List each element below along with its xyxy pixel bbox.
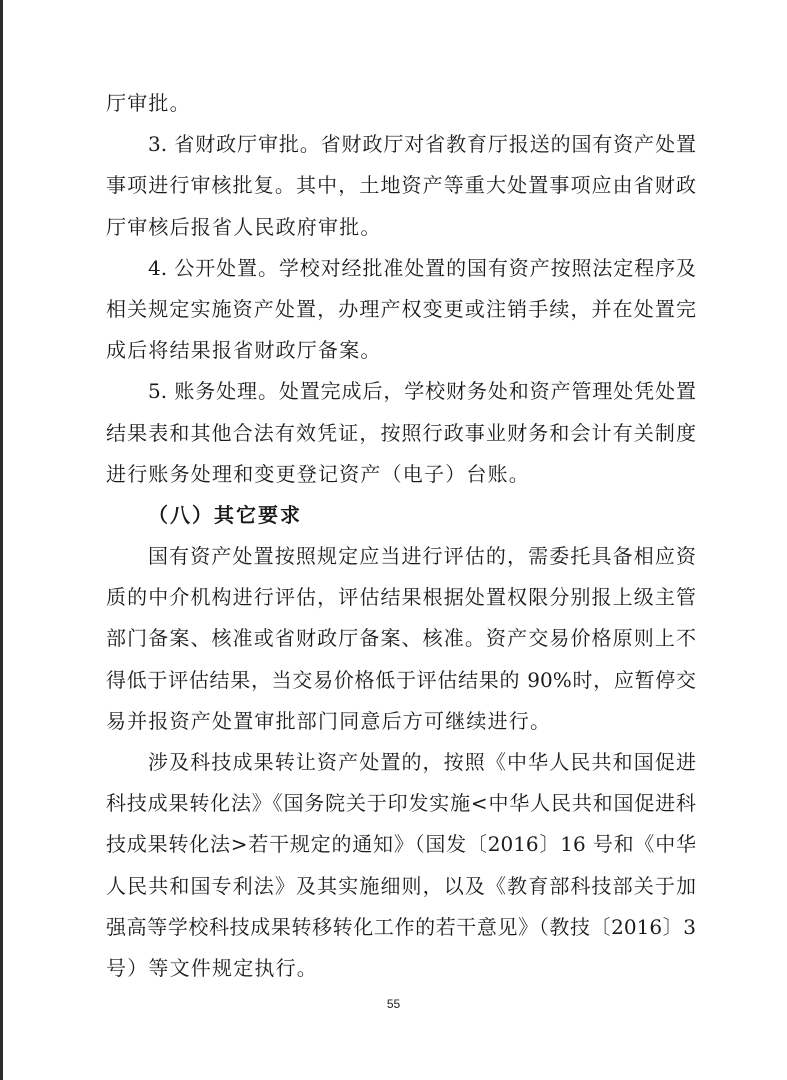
- left-page-border: [0, 0, 3, 1080]
- paragraph-line: 事项进行审核批复。其中，土地资产等重大处置事项应由省财政: [106, 173, 696, 198]
- paragraph-line: 成后将结果报省财政厅备案。: [106, 338, 382, 363]
- paragraph-line: 科技成果转化法》《国务院关于印发实施<中华人民共和国促进科: [106, 791, 696, 816]
- paragraph-line: 质的中介机构进行评估，评估结果根据处置权限分别报上级主管: [106, 585, 696, 610]
- paragraph-line: 厅审批。: [106, 91, 191, 115]
- page-number: 55: [386, 997, 401, 1011]
- paragraph-line: 相关规定实施资产处置，办理产权变更或注销手续，并在处置完: [106, 296, 696, 321]
- paragraph-line: 易并报资产处置审批部门同意后方可继续进行。: [106, 708, 552, 733]
- paragraph-line: 涉及科技成果转让资产处置的，按照《中华人民共和国促进: [148, 750, 696, 774]
- paragraph-line: 部门备案、核准或省财政厅备案、核准。资产交易价格原则上不: [106, 626, 696, 651]
- paragraph-line: 4. 公开处置。学校对经批准处置的国有资产按照法定程序及: [148, 255, 696, 280]
- paragraph-line: 5. 账务处理。处置完成后，学校财务处和资产管理处凭处置: [148, 379, 696, 404]
- paragraph-line: 人民共和国专利法》及其实施细则，以及《教育部科技部关于加: [106, 873, 696, 898]
- paragraph-line: 厅审核后报省人民政府审批。: [106, 214, 382, 239]
- paragraph-line: 国有资产处置按照规定应当进行评估的，需委托具备相应资: [148, 544, 696, 569]
- document-body: [106, 83, 696, 989]
- paragraph-line: 进行账务处理和变更登记资产（电子）台账。: [106, 461, 530, 486]
- paragraph-line: 3. 省财政厅审批。省财政厅对省教育厅报送的国有资产处置: [148, 132, 696, 157]
- section-heading: （八）其它要求: [148, 502, 302, 527]
- paragraph-line: 号）等文件规定执行。: [106, 955, 318, 980]
- paragraph-line: 结果表和其他合法有效凭证，按照行政事业财务和会计有关制度: [106, 420, 696, 445]
- paragraph-line: 得低于评估结果，当交易价格低于评估结果的 90%时，应暂停交: [106, 667, 696, 692]
- paragraph-line: 强高等学校科技成果转移转化工作的若干意见》（教技〔2016〕3: [106, 914, 696, 939]
- paragraph-line: 技成果转化法>若干规定的通知》（国发〔2016〕16 号和《中华: [106, 832, 696, 857]
